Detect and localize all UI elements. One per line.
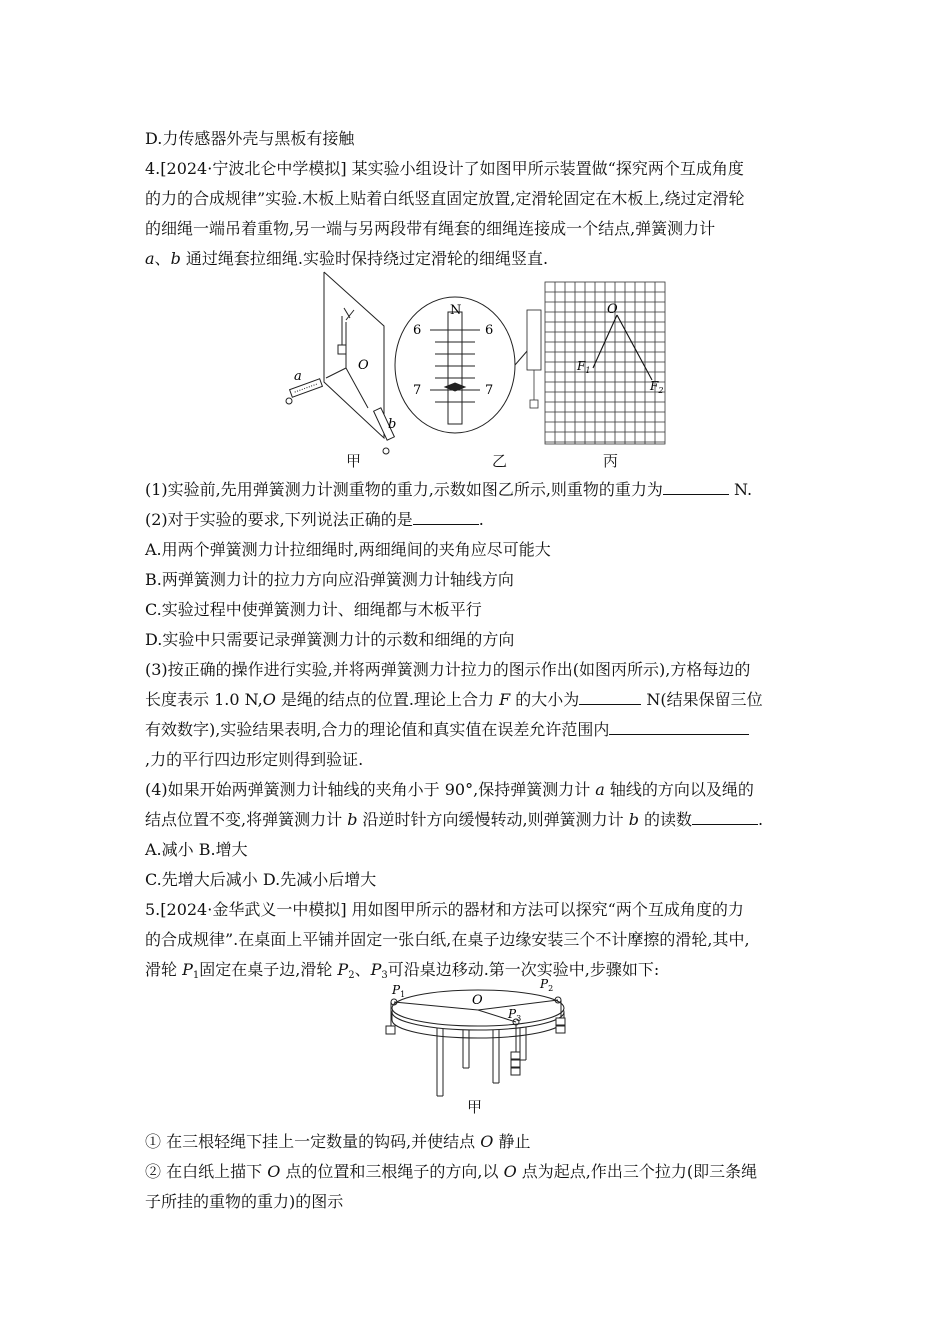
q5-stem-line2: 的合成规律”.在桌面上平铺并固定一张白纸,在桌子边缘安装三个不计摩擦的滑轮,其中, — [145, 930, 750, 949]
q4-stem-line2: 的力的合成规律”实验.木板上贴着白纸竖直固定放置,定滑轮固定在木板上,绕过定滑轮 — [145, 189, 745, 208]
scale-6-right: 6 — [485, 323, 494, 338]
caption-yi: 乙 — [492, 452, 508, 470]
var-b: b — [628, 810, 639, 829]
var-p: P — [370, 960, 382, 979]
label-a: a — [294, 369, 302, 384]
q4-stem-line3: 的细绳一端吊着重物,另一端与另两段带有绳套的细绳连接成一个结点,弹簧测力计 — [145, 219, 716, 238]
q4-part3-line2 — [145, 690, 763, 710]
label-p2 — [539, 978, 553, 993]
p: P — [540, 978, 549, 991]
var-p: P — [337, 960, 349, 979]
sub: 3 — [516, 1014, 522, 1023]
var-o: O — [267, 1162, 281, 1181]
answer-blank-1[interactable] — [663, 480, 729, 495]
figure-bing — [527, 282, 665, 444]
text: 点的位置和三根绳子的方向,以 — [280, 1162, 504, 1181]
q4-part2 — [145, 510, 484, 530]
label-b: b — [388, 417, 397, 432]
caption-jia: 甲 — [346, 452, 362, 470]
option-a: A.用两个弹簧测力计拉细绳时,两细绳间的夹角应尽可能大 — [145, 540, 551, 559]
answer-blank-4[interactable] — [609, 720, 749, 735]
label-o: O — [358, 358, 369, 373]
grid — [545, 282, 665, 444]
text: 通过绳套拉细绳.实验时保持绕过定滑轮的细绳竖直. — [180, 249, 549, 268]
sub: 3 — [381, 970, 388, 981]
p: P — [392, 983, 401, 997]
var-o: O — [262, 690, 276, 709]
text: 固定在桌子边,滑轮 — [199, 960, 338, 979]
label-f1 — [576, 359, 590, 375]
label-f2 — [649, 379, 663, 395]
sub: 2 — [548, 984, 554, 993]
figure-yi — [395, 297, 528, 433]
text: 可沿桌边移动.第一次实验中,步骤如下: — [387, 960, 660, 979]
text: 沿逆时针方向缓慢转动,则弹簧测力计 — [357, 810, 629, 829]
text: 静止 — [493, 1132, 531, 1151]
figure-jia — [286, 272, 397, 454]
q4-stem-line4 — [145, 249, 548, 269]
text: N(结果保留三位 — [641, 690, 763, 709]
sub: 2 — [658, 386, 664, 395]
sub: 1 — [192, 970, 200, 981]
text: 有效数字),实验结果表明,合力的理论值和真实值在误差允许范围内 — [145, 720, 610, 739]
var-a: a — [145, 249, 155, 268]
option-b: B.两弹簧测力计的拉力方向应沿弹簧测力计轴线方向 — [145, 570, 514, 589]
p: P — [508, 1007, 517, 1021]
q4-part3-line3 — [145, 720, 749, 740]
text: 、 — [354, 960, 371, 979]
var-p: P — [182, 960, 193, 979]
text: ① 在三根轻绳下挂上一定数量的钩码,并使结点 — [145, 1132, 481, 1151]
text: 轴线的方向以及绳的 — [604, 780, 754, 799]
q5-stem-line1: 5.[2024·金华武义一中模拟] 用如图甲所示的器材和方法可以探究“两个互成角度的力 — [145, 900, 744, 919]
text: (2)对于实验的要求,下列说法正确的是 — [145, 510, 413, 529]
q5-stem-line3 — [145, 960, 659, 980]
text: 滑轮 — [145, 960, 183, 979]
option-d-prev: D.力传感器外壳与黑板有接触 — [145, 129, 355, 148]
label-p1 — [391, 983, 405, 999]
option-d: D.实验中只需要记录弹簧测力计的示数和细绳的方向 — [145, 630, 515, 649]
q4-stem-line1: 4.[2024·宁波北仑中学模拟] 某实验小组设计了如图甲所示装置做“探究两个互成角度 — [145, 159, 744, 178]
caption-bing: 丙 — [603, 452, 619, 470]
option-c: C.实验过程中使弹簧测力计、细绳都与木板平行 — [145, 600, 482, 619]
var-a: a — [595, 780, 605, 799]
text: (1)实验前,先用弹簧测力计测重物的重力,示数如图乙所示,则重物的重力为 — [145, 480, 663, 499]
scale-7-right: 7 — [485, 383, 494, 398]
text: 是绳的结点的位置.理论上合力 — [275, 690, 500, 709]
var-f: F — [499, 690, 511, 709]
var-b: b — [170, 249, 181, 268]
q5-step1 — [145, 1132, 530, 1152]
text: (4)如果开始两弹簧测力计轴线的夹角小于 90°,保持弹簧测力计 — [145, 780, 596, 799]
sub: 1 — [400, 990, 406, 999]
q4-part3-line1: (3)按正确的操作进行实验,并将两弹簧测力计拉力的图示作出(如图丙所示),方格每边的 — [145, 660, 751, 679]
var-b: b — [347, 810, 358, 829]
f: F — [577, 359, 586, 373]
var-o: O — [503, 1162, 517, 1181]
q5-step2-line2: 子所挂的重物的重力)的图示 — [145, 1192, 344, 1211]
scale-7-left: 7 — [413, 383, 422, 398]
caption-fig2: 甲 — [467, 1098, 483, 1116]
figure-1 — [280, 270, 680, 470]
sub: 1 — [585, 366, 591, 375]
text: 点为起点,作出三个拉力(即三条绳 — [516, 1162, 758, 1181]
sub: 2 — [348, 970, 355, 981]
answer-blank-3[interactable] — [579, 690, 641, 705]
answer-blank-5[interactable] — [692, 810, 758, 825]
text: 长度表示 1.0 N, — [145, 690, 263, 709]
label-o-grid: O — [607, 302, 618, 317]
label-n: N — [450, 303, 462, 318]
f: F — [650, 379, 659, 393]
q4-part4-options-cd: C.先增大后减小 D.先减小后增大 — [145, 870, 377, 889]
q4-part4-line2 — [145, 810, 763, 830]
text: ② 在白纸上描下 — [145, 1162, 268, 1181]
text: 的大小为 — [510, 690, 580, 709]
answer-blank-2[interactable] — [413, 510, 479, 525]
q5-step2-line1 — [145, 1162, 757, 1182]
label-o: O — [472, 993, 483, 1008]
scale-6-left: 6 — [413, 323, 422, 338]
text: 的读数 — [638, 810, 693, 829]
q4-part3-line4: ,力的平行四边形定则得到验证. — [145, 750, 364, 769]
var-o: O — [480, 1132, 494, 1151]
text: 、 — [154, 249, 171, 268]
text: 结点位置不变,将弹簧测力计 — [145, 810, 348, 829]
text: . — [758, 810, 764, 829]
text: N. — [728, 480, 753, 499]
figure-2 — [380, 978, 570, 1103]
q4-part1 — [145, 480, 752, 500]
q4-part4-line1 — [145, 780, 754, 800]
q4-part4-options-ab: A.减小 B.增大 — [145, 840, 248, 859]
text: . — [478, 510, 484, 529]
